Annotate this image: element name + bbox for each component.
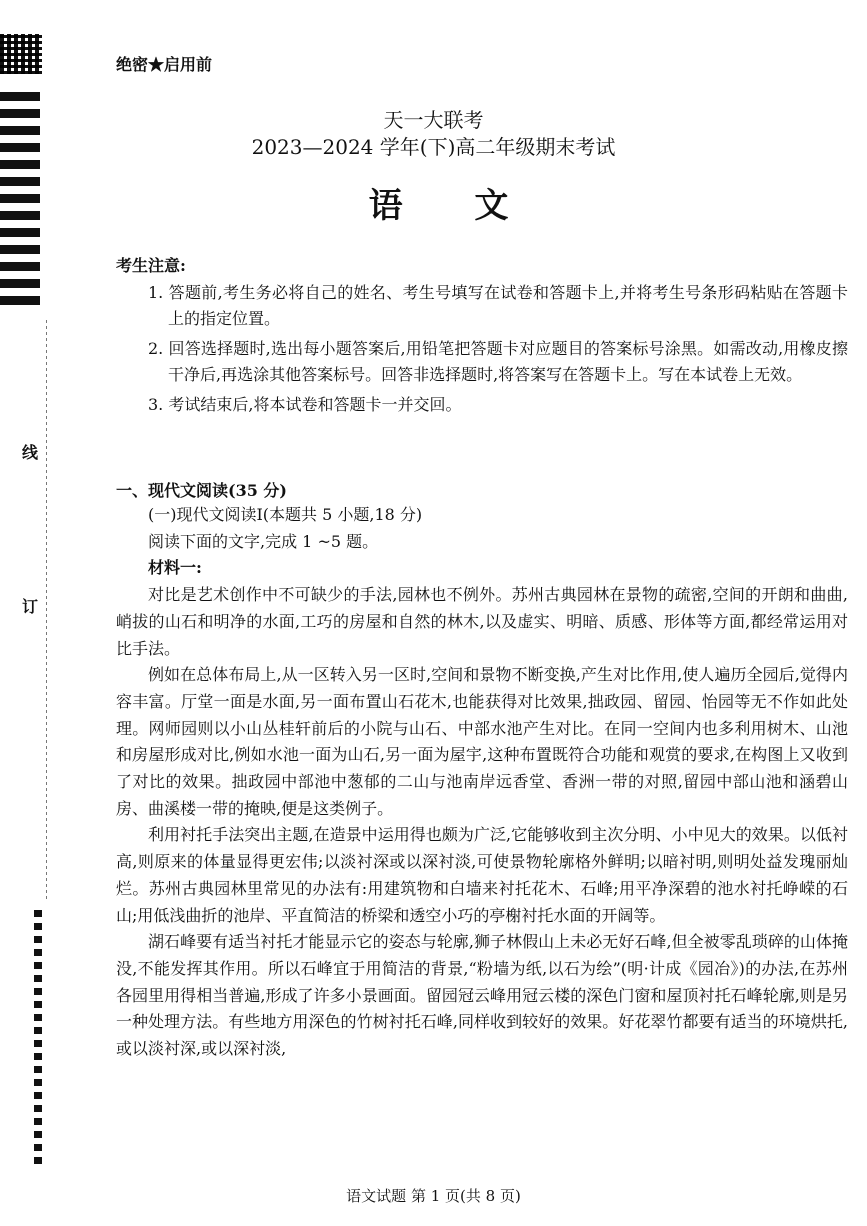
page-footer: 语文试题 第 1 页(共 8 页) — [346, 1187, 521, 1205]
notice-item: 2. 回答选择题时,选出每小题答案后,用铅笔把答题卡对应题目的答案标号涂黑。如需改动,用橡皮擦干净后,再选涂其他答案标号。回答非选择题时,将答案写在答题卡上。写在本试卷上无效。 — [148, 339, 848, 384]
paragraph: 对比是艺术创作中不可缺少的手法,园林也不例外。苏州古典园林在景物的疏密,空间的开朗和曲曲,峭拔的山石和明净的水面,工巧的房屋和自然的林木,以及虚实、明暗、质感、形体等方面,都经常运用对比手法。 — [116, 585, 848, 658]
paragraph: 例如在总体布局上,从一区转入另一区时,空间和景物不断变换,产生对比作用,使人遍历全园后,觉得内容丰富。厅堂一面是水面,另一面布置山石花木,也能获得对比效果,拙政园、留园、怡园等无不作如此处理。网师园则以小山丛桂轩前后的小院与山石、中部水池产生对比。在同一空间内也多利用树木、山池和房屋形成对比,例如水池一面为山石,另一面为屋宇,这种布置既符合功能和观赏的要求,在构图上又收到了对比的效果。拙政园中部池中葱郁的二山与池南岸远香堂、香洲一带的对照,留园中部山池和涵碧山房、曲溪楼一带的掩映,便是这类例子。 — [116, 665, 848, 818]
reading-passage — [116, 502, 848, 1063]
paragraph: 利用衬托手法突出主题,在造景中运用得也颇为广泛,它能够收到主次分明、小中见大的效果。以低衬高,则原来的体量显得更宏伟;以淡衬深或以深衬淡,可使景物轮廓格外鲜明;以暗衬明,则明处益发瑰丽灿烂。苏州古典园林里常见的办法有:用建筑物和白墙来衬托花木、石峰;用平净深碧的池水衬托峥嵘的石山;用低浅曲折的池岸、平直简洁的桥梁和透空小巧的亭榭衬托水面的开阔等。 — [116, 825, 848, 925]
notice-heading: 考生注意: — [116, 256, 186, 275]
scan-strip-bottom — [34, 910, 42, 1165]
section-title: 一、现代文阅读(35 分) — [116, 481, 287, 500]
paragraph: 湖石峰要有适当衬托才能显示它的姿态与轮廓,狮子林假山上未必无好石峰,但全被零乱琐碎的山体掩没,不能发挥其作用。所以石峰宜于用简洁的背景,“粉墙为纸,以石为绘”(明·计成《园冶》)的办法,在苏州各园里用得相当普遍,形成了许多小景画面。留园冠云峰用冠云楼的深色门窗和屋顶衬托石峰轮廓,则是另一种处理方法。有些地方用深色的竹树衬托石峰,同样收到较好的效果。好花翠竹都要有适当的环境烘托,或以淡衬深,或以深衬淡, — [116, 932, 848, 1059]
notice-item: 3. 考试结束后,将本试卷和答题卡一并交回。 — [148, 395, 462, 414]
binding-line-mark: 线 — [22, 443, 39, 462]
material-label: 材料一: — [148, 558, 202, 578]
instruction: 阅读下面的文字,完成 1 ~5 题。 — [148, 531, 379, 551]
notice-item: 1. 答题前,考生务必将自己的姓名、考生号填写在试卷和答题卡上,并将考生号条形码粘贴在答题卡上的指定位置。 — [148, 283, 848, 328]
binding-bracket-mark: 订 — [22, 597, 39, 616]
notice-list — [148, 280, 848, 422]
binding-dotted-line — [46, 320, 47, 900]
secret-label: 绝密★启用前 — [116, 55, 213, 74]
org-title: 天一大联考 — [383, 108, 484, 132]
subject-title: 语 文 — [368, 186, 539, 226]
qr-code-image — [0, 34, 42, 74]
sub-section-title: (一)现代文阅读Ⅰ(本题共 5 小题,18 分) — [148, 505, 423, 524]
exam-title: 2023—2024 学年(下)高二年级期末考试 — [251, 135, 616, 159]
